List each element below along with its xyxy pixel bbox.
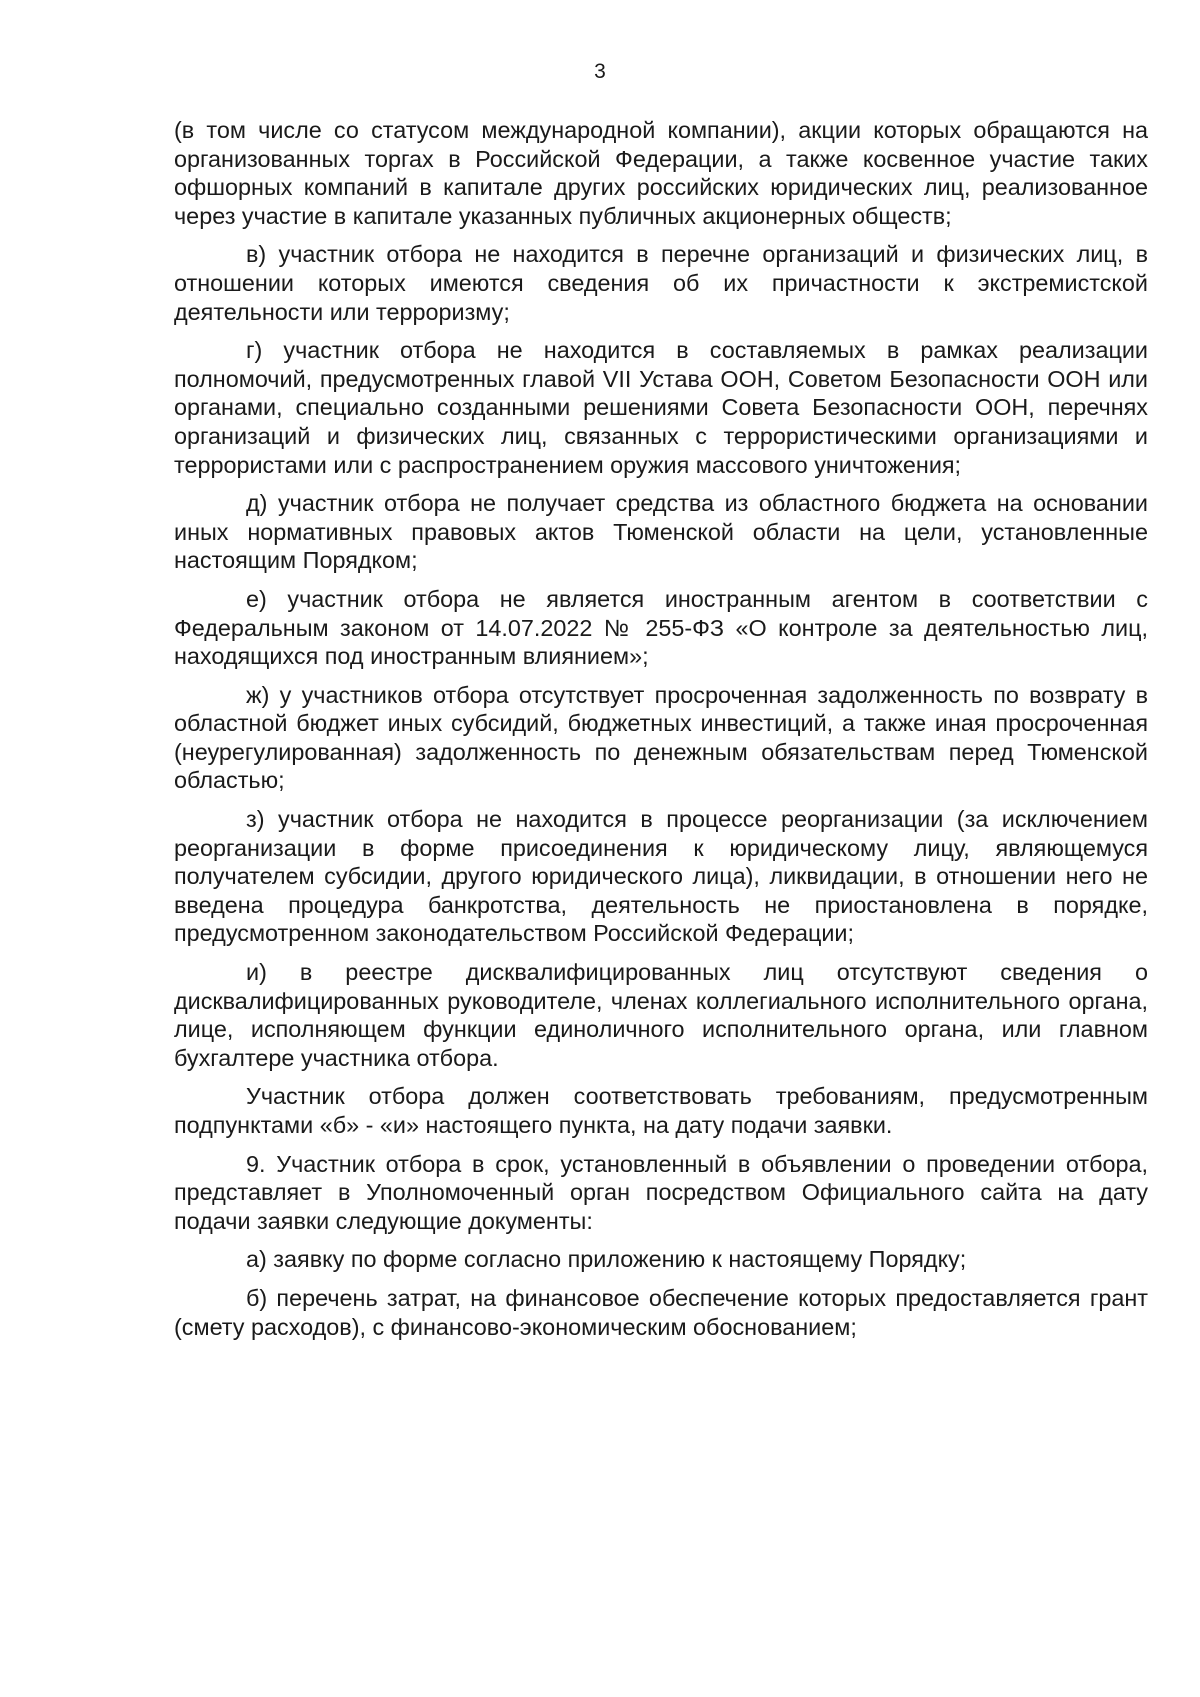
paragraph-item-e: е) участник отбора не является иностранным агентом в соответствии с Федеральным законом от 14.07.2022 № 255-ФЗ «О контроле за деятельностью лиц, находящихся под иностранным влиянием»; [174,585,1148,670]
paragraph-item-g: г) участник отбора не находится в составляемых в рамках реализации полномочий, предусмотренных главой VII Устава ООН, Советом Безопасности ООН или органами, специально созданными решениями Совета Безопасности ООН, перечнях организаций и физических лиц, связанных с террористическими организациями и террористами или с распространением оружия массового уничтожения; [174,337,1148,478]
paragraph-item-i: и) в реестре дисквалифицированных лиц отсутствуют сведения о дисквалифицированных руководителе, членах коллегиального исполнительного органа, лице, исполняющем функции единоличного исполнительного органа, или главном бухгалтере участника отбора. [174,959,1148,1071]
paragraph-item-zh: ж) у участников отбора отсутствует просроченная задолженность по возврату в областной бюджет иных субсидий, бюджетных инвестиций, а также иная просроченная (неурегулированная) задолженность по денежным обязательствам перед Тюменской областью; [174,681,1148,794]
paragraph-item-d: д) участник отбора не получает средства из областного бюджета на основании иных нормативных правовых актов Тюменской области на цели, установленные настоящим Порядком; [174,490,1148,574]
document-body [174,116,1148,1341]
page-number: 3 [594,60,606,83]
paragraph-item-v: в) участник отбора не находится в перечне организаций и физических лиц, в отношении которых имеются сведения об их причастности к экстремистской деятельности или терроризму; [174,241,1148,325]
paragraph-item-z: з) участник отбора не находится в процессе реорганизации (за исключением реорганизации в форме присоединения к юридическому лицу, являющемуся получателем субсидии, другого юридического лица), ликвидации, в отношении него не введена процедура банкротства, деятельность не приостановлена в порядке, предусмотренном законодательством Российской Федерации; [174,806,1148,947]
paragraph-item-a: а) заявку по форме согласно приложению к настоящему Порядку; [246,1246,967,1273]
paragraph-item-b: б) перечень затрат, на финансовое обеспечение которых предоставляется грант (смету расходов), с финансово-экономическим обоснованием; [174,1284,1148,1340]
paragraph-clause-9: 9. Участник отбора в срок, установленный в объявлении о проведении отбора, представляет в Уполномоченный орган посредством Официального сайта на дату подачи заявки следующие документы: [174,1150,1148,1234]
paragraph-continuation: (в том числе со статусом международной компании), акции которых обращаются на организованных торгах в Российской Федерации, а также косвенное участие таких офшорных компаний в капитале других российских юридических лиц, реализованное через участие в капитале указанных публичных акционерных обществ; [174,117,1148,229]
paragraph-requirements-note: Участник отбора должен соответствовать требованиям, предусмотренным подпунктами «б» - «и» настоящего пункта, на дату подачи заявки. [174,1083,1148,1138]
